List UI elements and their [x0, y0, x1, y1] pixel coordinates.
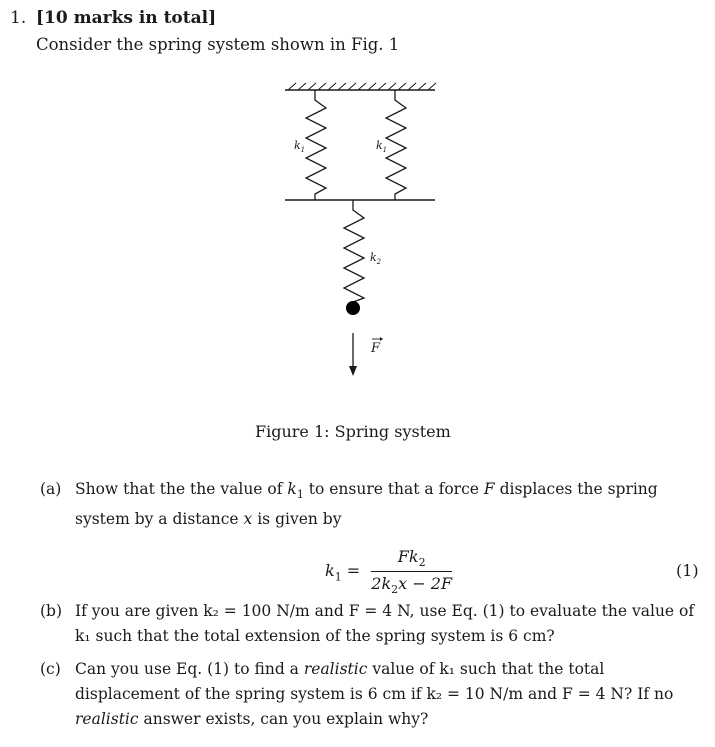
- equation-1: $k_1$ = $\frac{Fk_2}{2k_2x - 2F}$: [325, 547, 453, 597]
- part-a-label: (a): [40, 480, 62, 498]
- ceiling-hatching: [288, 83, 436, 90]
- spring-right-label: $k_1$: [376, 139, 388, 154]
- equation-number: (1): [676, 561, 699, 580]
- equation-fraction: $\frac{Fk_2}{2k_2x - 2F}$: [371, 547, 453, 597]
- part-b: [40, 599, 700, 649]
- part-c-text: Can you use Eq. (1) to find a realistic value of k₁ such that the total displacement of the spring system is 6 cm if k₂ = 10 N/m and F = 4 N? If no realistic answer exists, can you explain why?: [75, 660, 674, 728]
- part-c-label: (c): [40, 660, 61, 678]
- part-b-label: (b): [40, 602, 63, 620]
- spring-bottom-label: $k_2$: [370, 251, 382, 266]
- mass-ball: [346, 301, 360, 315]
- spring-left-k1: [306, 90, 326, 200]
- spring-bottom-k2: [344, 200, 364, 306]
- part-a-text: Show that the the value of $k_1$ to ensure that a force F displaces the spring system by a distance x is given by: [75, 480, 658, 529]
- force-label-vector-head: [380, 337, 383, 341]
- spring-left-label: $k_1$: [294, 139, 306, 154]
- question-number: 1.: [10, 8, 27, 28]
- part-b-text: If you are given k₂ = 100 N/m and F = 4 N, use Eq. (1) to evaluate the value of k₁ such that the total extension of the spring system is 6 cm?: [75, 602, 695, 645]
- force-label: F: [371, 341, 381, 356]
- question-marks: [10 marks in total]: [36, 8, 217, 28]
- part-a: [40, 477, 700, 532]
- spring-system-figure: [270, 70, 450, 380]
- figure-caption: Figure 1: Spring system: [255, 422, 451, 441]
- part-c: [40, 657, 700, 732]
- question-intro: Consider the spring system shown in Fig. 1: [36, 35, 400, 54]
- force-arrow-head: [349, 366, 357, 376]
- spring-right-k1: [386, 90, 406, 200]
